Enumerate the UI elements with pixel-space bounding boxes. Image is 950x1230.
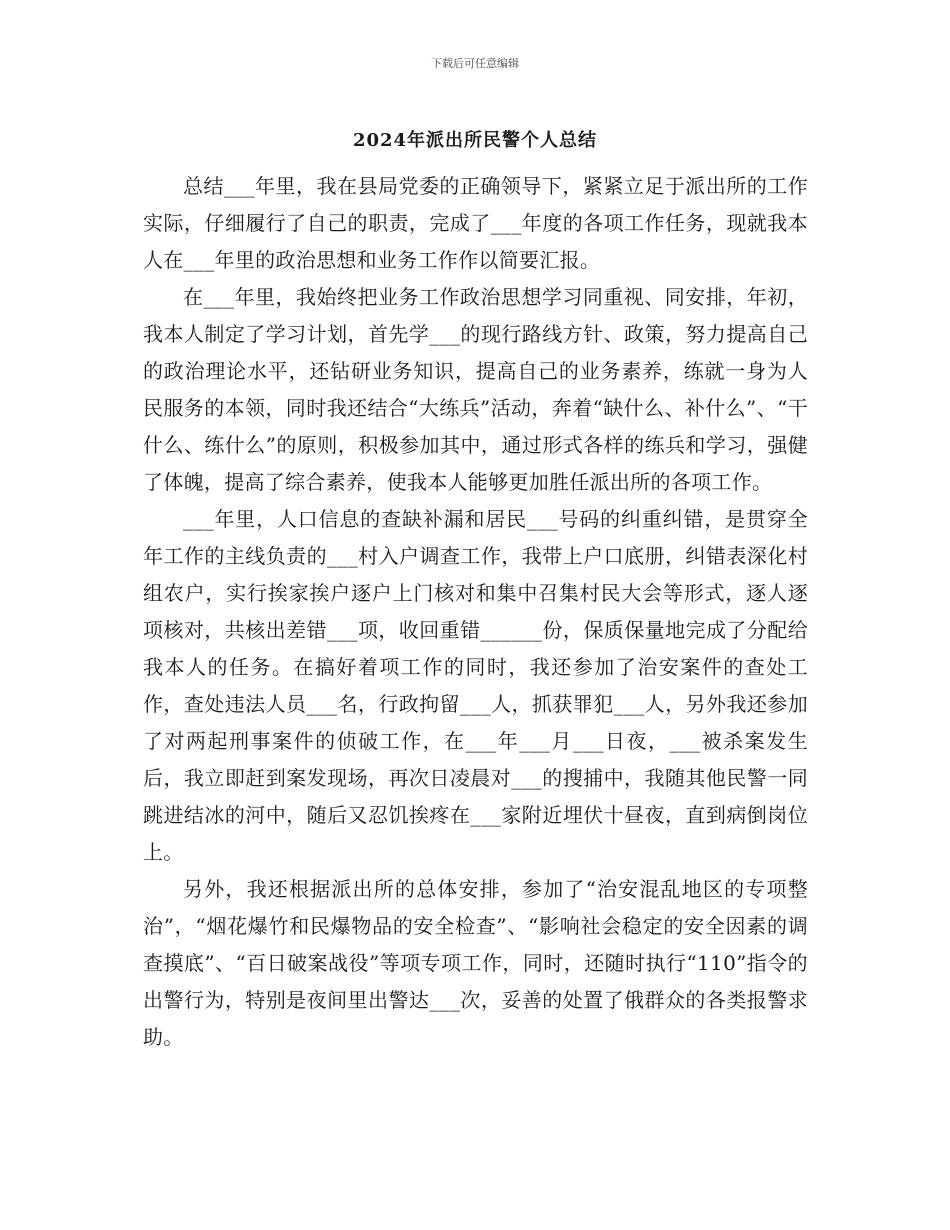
paragraph-1: 总结___年里，我在县局党委的正确领导下，紧紧立足于派出所的工作实际，仔细履行了自己的职责，完成了___年度的各项工作任务，现就我本人在___年里的政治思想和业务工作作以简要汇报。 [143, 174, 808, 272]
header-note: 下载后可任意编辑 [431, 57, 519, 70]
document-body [143, 168, 808, 1056]
paragraph-2: 在___年里，我始终把业务工作政治思想学习同重视、同安排，年初，我本人制定了学习计划，首先学___的现行路线方针、政策，努力提高自己的政治理论水平，还钻研业务知识，提高自己的业务素养，练就一身为人民服务的本领，同时我还结合“大练兵”活动，奔着“缺什么、补什么”、“干什么、练什么”的原则，积极参加其中，通过形式各样的练兵和学习，强健了体魄，提高了综合素养，使我本人能够更加胜任派出所的各项工作。 [143, 285, 808, 494]
page-title: 2024年派出所民警个人总结 [352, 130, 598, 151]
paragraph-3: ___年里，人口信息的查缺补漏和居民___号码的纠重纠错，是贯穿全年工作的主线负责的___村入户调查工作，我带上户口底册，纠错表深化村组农户，实行挨家挨户逐户上门核对和集中召集村民大会等形式，逐人逐项核对，共核出差错___项，收回重错______份，保质保量地完成了分配给我本人的任务。在搞好着项工作的同时，我还参加了治安案件的查处工作，查处违法人员___名，行政拘留___人，抓获罪犯___人，另外我还参加了对两起刑事案件的侦破工作，在___年___月___日夜，___被杀案发生后，我立即赶到案发现场，再次日凌晨对___的搜捕中，我随其他民警一同跳进结冰的河中，随后又忍饥挨疼在___家附近埋伏十昼夜，直到病倒岗位上。 [143, 507, 808, 864]
paragraph-4: 另外，我还根据派出所的总体安排，参加了“治安混乱地区的专项整治”，“烟花爆竹和民爆物品的安全检查”、“影响社会稳定的安全因素的调查摸底”、“百日破案战役”等项专项工作，同时，还随时执行“110”指令的出警行为，特别是夜间里出警达___次，妥善的处置了俄群众的各类报警求助。 [143, 877, 808, 1049]
